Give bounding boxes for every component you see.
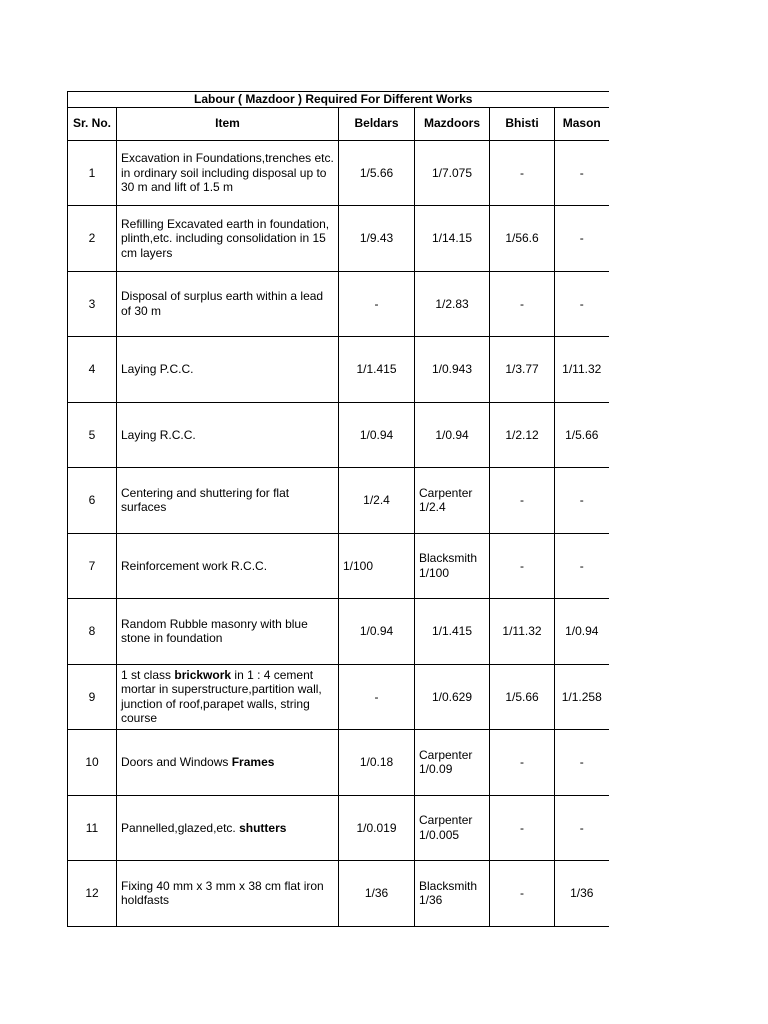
cell-mason: -: [555, 533, 609, 599]
trade-label: Blacksmith: [419, 551, 478, 566]
cell-sr-no: 1: [68, 140, 117, 206]
cell-bhisti: -: [490, 861, 555, 927]
cell-mazdoors: [415, 533, 490, 599]
cell-mason: 1/5.66: [555, 402, 609, 468]
cell-beldars: 1/0.18: [339, 730, 415, 796]
cell-mazdoors: [415, 730, 490, 796]
cell-sr-no: 8: [68, 599, 117, 665]
table-header-row: [68, 107, 609, 140]
cell-mazdoors: 1/2.83: [415, 271, 490, 337]
cell-item: [117, 533, 339, 599]
cell-mason: -: [555, 468, 609, 534]
trade-ratio: 1/36: [419, 893, 443, 908]
cell-mason: -: [555, 206, 609, 272]
cell-sr-no: 9: [68, 664, 117, 730]
header-bhisti: Bhisti: [490, 107, 555, 140]
cell-beldars: 1/0.019: [339, 795, 415, 861]
table-row: [68, 468, 609, 534]
cell-item: [117, 337, 339, 403]
cell-mason: 1/1.258: [555, 664, 609, 730]
cell-item: [117, 599, 339, 665]
cell-mason: 1/11.32: [555, 337, 609, 403]
cell-sr-no: 5: [68, 402, 117, 468]
cell-mason: -: [555, 140, 609, 206]
cell-bhisti: -: [490, 271, 555, 337]
cell-bhisti: 1/3.77: [490, 337, 555, 403]
trade-ratio: 1/2.4: [419, 500, 446, 515]
item-emphasis: brickwork: [174, 667, 232, 682]
header-beldars: Beldars: [339, 107, 415, 140]
cell-mason: -: [555, 795, 609, 861]
cell-sr-no: 10: [68, 730, 117, 796]
cell-item: [117, 140, 339, 206]
item-text: Random Rubble masonry with blue stone in foundation: [121, 616, 308, 646]
item-text: Pannelled,glazed,etc.: [121, 820, 240, 835]
table-row: [68, 599, 609, 665]
cell-sr-no: 2: [68, 206, 117, 272]
trade-label: Blacksmith: [419, 878, 478, 893]
item-text: Laying P.C.C.: [121, 362, 194, 376]
cell-mazdoors: 1/0.94: [415, 402, 490, 468]
table-row: [68, 861, 609, 927]
cell-mazdoors: 1/14.15: [415, 206, 490, 272]
cell-sr-no: 3: [68, 271, 117, 337]
cell-bhisti: 1/56.6: [490, 206, 555, 272]
table-title: Labour ( Mazdoor ) Required For Different Works: [68, 92, 609, 108]
item-emphasis: shutters: [239, 820, 287, 835]
item-text: Centering and shuttering for flat surfaces: [121, 485, 290, 515]
trade-ratio: 1/0.09: [419, 762, 453, 777]
trade-label: Carpenter: [419, 813, 473, 828]
cell-bhisti: -: [490, 533, 555, 599]
cell-bhisti: -: [490, 140, 555, 206]
cell-item: [117, 468, 339, 534]
cell-mazdoors: 1/1.415: [415, 599, 490, 665]
cell-mason: 1/36: [555, 861, 609, 927]
cell-beldars: 1/2.4: [339, 468, 415, 534]
cell-bhisti: 1/11.32: [490, 599, 555, 665]
cell-sr-no: 7: [68, 533, 117, 599]
cell-sr-no: 6: [68, 468, 117, 534]
table-row: [68, 140, 609, 206]
cell-sr-no: 12: [68, 861, 117, 927]
cell-item: [117, 861, 339, 927]
cell-bhisti: 1/2.12: [490, 402, 555, 468]
table-row: [68, 533, 609, 599]
item-text: Doors and Windows: [121, 755, 232, 769]
cell-beldars: 1/9.43: [339, 206, 415, 272]
table-row: [68, 664, 609, 730]
table-row: [68, 337, 609, 403]
cell-beldars: 1/0.94: [339, 599, 415, 665]
cell-item: [117, 271, 339, 337]
labour-table: [67, 91, 609, 927]
cell-beldars: 1/0.94: [339, 402, 415, 468]
cell-beldars: 1/36: [339, 861, 415, 927]
cell-bhisti: -: [490, 468, 555, 534]
header-mason: Mason: [555, 107, 609, 140]
cell-mazdoors: [415, 468, 490, 534]
cell-mazdoors: 1/7.075: [415, 140, 490, 206]
cell-bhisti: -: [490, 795, 555, 861]
cell-mazdoors: 1/0.629: [415, 664, 490, 730]
table-row: [68, 206, 609, 272]
cell-mason: 1/0.94: [555, 599, 609, 665]
item-text: Disposal of surplus earth within a lead of 30 m: [121, 289, 324, 318]
cell-mazdoors: [415, 861, 490, 927]
item-emphasis: Frames: [231, 755, 275, 769]
header-sr-no: Sr. No.: [68, 107, 117, 140]
table-row: [68, 402, 609, 468]
cell-beldars: 1/1.415: [339, 337, 415, 403]
header-mazdoors: Mazdoors: [415, 107, 490, 140]
cell-beldars: -: [339, 271, 415, 337]
table-row: [68, 730, 609, 796]
trade-label: Carpenter: [419, 747, 473, 762]
item-text: Laying R.C.C.: [121, 427, 196, 442]
cell-beldars: 1/5.66: [339, 140, 415, 206]
table-body: [68, 140, 609, 926]
trade-ratio: 1/100: [419, 565, 450, 580]
cell-item: [117, 730, 339, 796]
header-item: Item: [117, 107, 339, 140]
trade-ratio: 1/0.005: [419, 827, 460, 842]
cell-beldars: 1/100: [339, 533, 415, 599]
item-text: Excavation in Foundations,trenches etc. in ordinary soil including disposal up to 30 m and lift of 1.5 m: [121, 151, 334, 194]
cell-sr-no: 4: [68, 337, 117, 403]
table-row: [68, 795, 609, 861]
item-text: 1 st class: [121, 667, 175, 682]
item-text-continued: in 1 : 4 cement mortar in superstructure,partition wall, junction of roof,parapet walls, string course: [121, 667, 322, 726]
cell-item: [117, 402, 339, 468]
table-title-row: [68, 92, 609, 108]
cell-beldars: -: [339, 664, 415, 730]
cell-bhisti: 1/5.66: [490, 664, 555, 730]
cell-mazdoors: [415, 795, 490, 861]
item-text: Fixing 40 mm x 3 mm x 38 cm flat iron holdfasts: [121, 878, 324, 908]
cell-item: [117, 206, 339, 272]
cell-sr-no: 11: [68, 795, 117, 861]
item-text: Reinforcement work R.C.C.: [121, 558, 268, 573]
cell-bhisti: -: [490, 730, 555, 796]
table-row: [68, 271, 609, 337]
cell-mason: -: [555, 271, 609, 337]
cell-mason: -: [555, 730, 609, 796]
cell-mazdoors: 1/0.943: [415, 337, 490, 403]
trade-label: Carpenter: [419, 485, 473, 500]
cell-item: [117, 795, 339, 861]
cell-item: [117, 664, 339, 730]
item-text: Refilling Excavated earth in foundation, plinth,etc. including consolidation in 15 cm layers: [121, 216, 330, 260]
